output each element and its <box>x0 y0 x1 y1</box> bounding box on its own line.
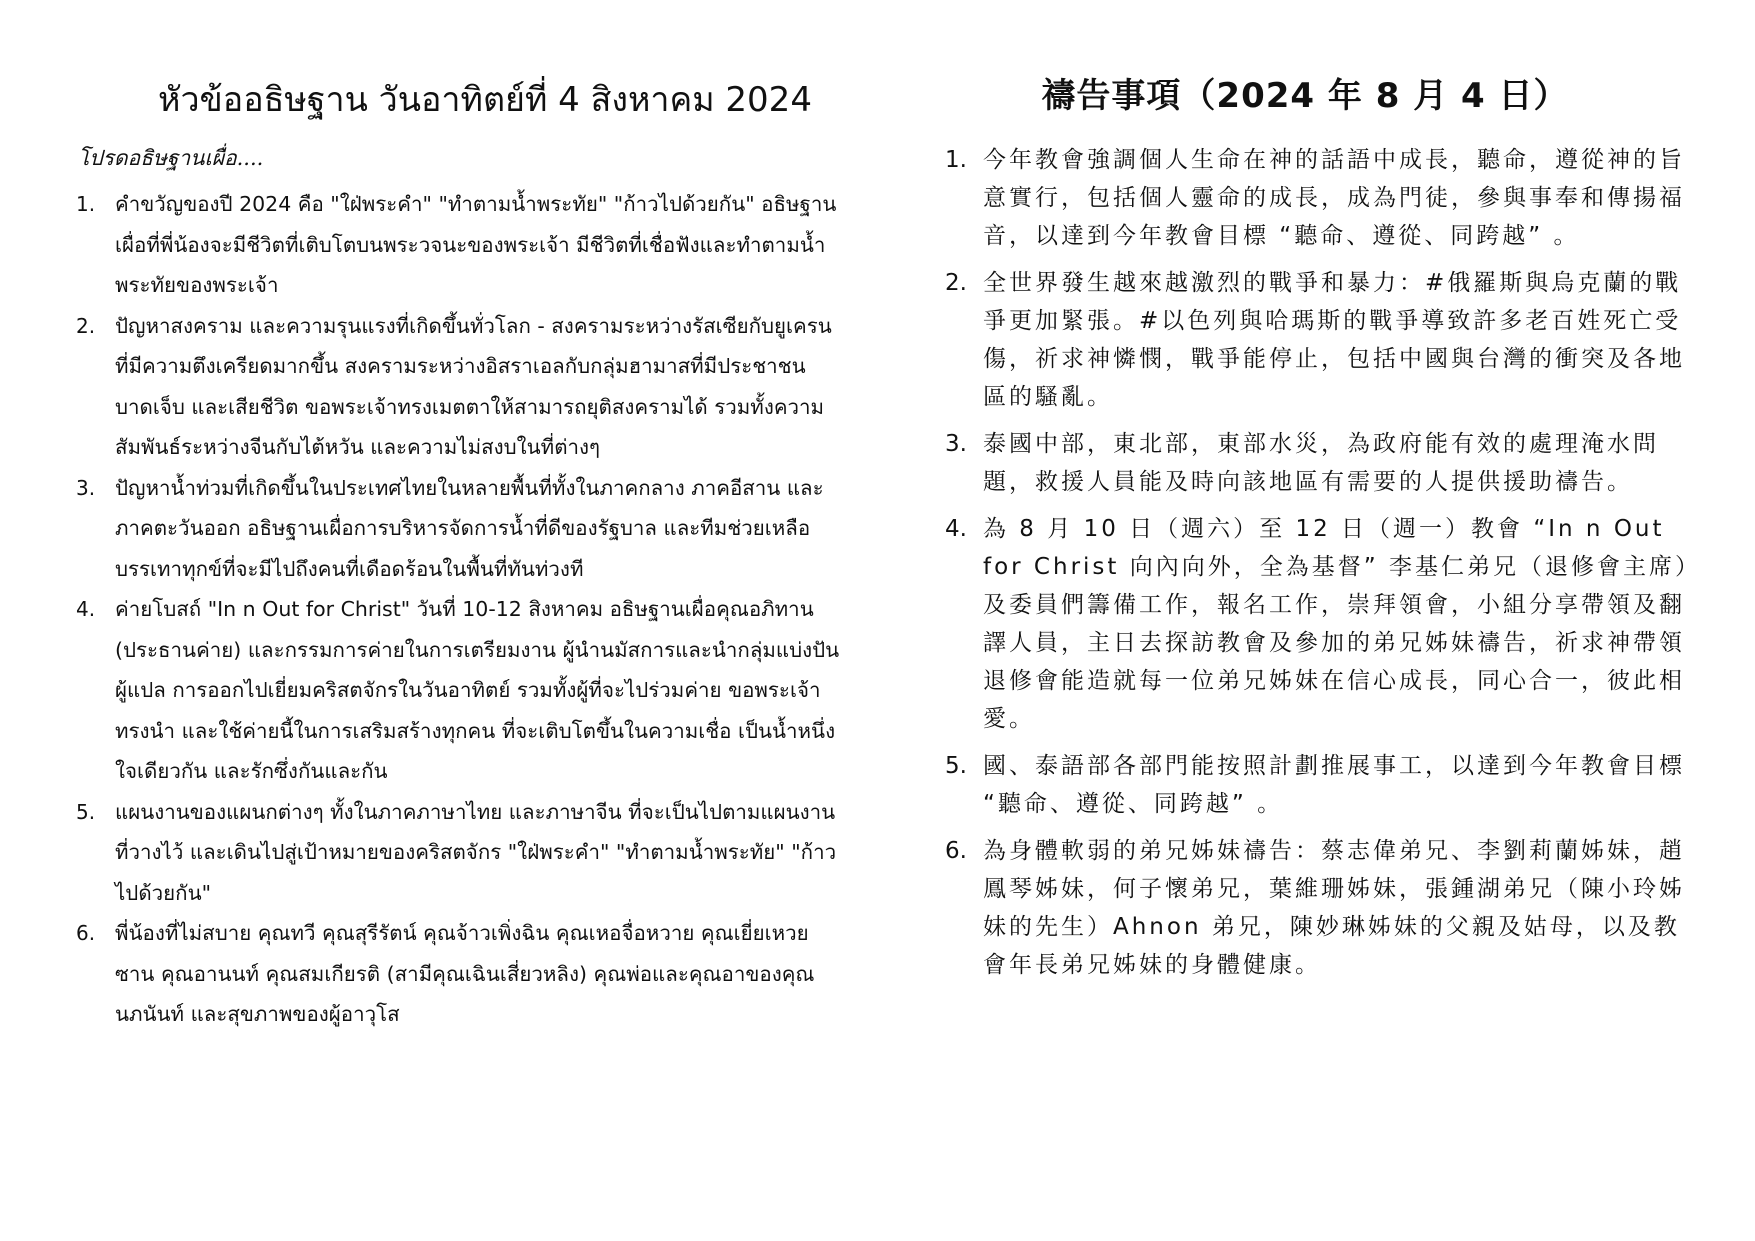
item-text: ปัญหาสงคราม และความรุนแรงที่เกิดขึ้นทั่วโลก - สงครามระหว่างรัสเซียกับยูเครนที่มีความตึงเครียดมากขึ้น สงครามระหว่างอิสราเอลกับกลุ่มฮามาสที่มีประชาชนบาดเจ็บ และเสียชีวิต ขอพระเจ้าทรงเมตตาให้สามารถยุติสงครามได้ รวมทั้งความสัมพันธ์ระหว่างจีนกับไต้หวัน และความไม่สงบในที่ต่างๆ <box>115 313 832 459</box>
item-number: 6. <box>945 838 967 864</box>
item-number: 6. <box>76 921 96 945</box>
list-item <box>945 832 1705 984</box>
list-item <box>945 747 1705 823</box>
list-item <box>70 589 840 792</box>
thai-title: หัวข้ออธิษฐาน วันอาทิตย์ที่ 4 สิงหาคม 2024 <box>158 80 812 120</box>
chinese-prayer-list <box>945 141 1705 993</box>
item-text: 今年教會強調個人生命在神的話語中成長，聽命，遵從神的旨意實行，包括個人靈命的成長，成為門徒，參與事奉和傳揚福音，以達到今年教會目標 “聽命、遵從、同跨越” 。 <box>983 147 1685 249</box>
item-text: 為 8 月 10 日（週六）至 12 日（週一）教會 “In n Out for Christ 向內向外，全為基督” 李基仁弟兄（退修會主席）及委員們籌備工作，報名工作，崇拜領會，小組分享帶領及翻譯人員，主日去探訪教會及參加的弟兄姊妹禱告，祈求神帶領退修會能造就每一位弟兄姊妹在信心成長，同心合一，彼此相愛。 <box>983 516 1701 732</box>
item-text: ปัญหาน้ำท่วมที่เกิดขึ้นในประเทศไทยในหลายพื้นที่ทั้งในภาคกลาง ภาคอีสาน และภาคตะวันออก อธิษฐานเผื่อการบริหารจัดการน้ำที่ดีของรัฐบาล และทีมช่วยเหลือบรรเทาทุกข์ที่จะมีไปถึงคนที่เดือดร้อนในพื้นที่ทันท่วงที <box>115 475 824 581</box>
thai-prayer-list <box>70 184 840 1035</box>
list-item <box>70 468 840 590</box>
thai-subtitle: โปรดอธิษฐานเผื่อ.... <box>78 146 264 170</box>
item-number: 1. <box>76 192 96 216</box>
item-text: 泰國中部，東北部，東部水災，為政府能有效的處理淹水問題，救援人員能及時向該地區有需要的人提供援助禱告。 <box>983 431 1659 495</box>
item-text: แผนงานของแผนกต่างๆ ทั้งในภาคภาษาไทย และภาษาจีน ที่จะเป็นไปตามแผนงานที่วางไว้ และเดินไปสู่เป้าหมายของคริสตจักร "ใฝ่พระคำ" "ทำตามน้ำพระทัย" "ก้าวไปด้วยกัน" <box>115 799 837 905</box>
list-item <box>70 792 840 914</box>
item-number: 3. <box>945 431 967 457</box>
item-number: 3. <box>76 475 96 500</box>
list-item <box>70 913 840 1035</box>
item-number: 5. <box>76 799 96 824</box>
list-item <box>945 141 1705 255</box>
item-text: 全世界發生越來越激烈的戰爭和暴力：#俄羅斯與烏克蘭的戰爭更加緊張。#以色列與哈瑪斯的戰爭導致許多老百姓死亡受傷，祈求神憐憫，戰爭能停止，包括中國與台灣的衝突及各地區的騷亂。 <box>983 270 1685 410</box>
item-number: 4. <box>945 516 967 542</box>
list-item <box>945 510 1705 738</box>
item-text: 為身體軟弱的弟兄姊妹禱告：蔡志偉弟兄、李劉莉蘭姊妹，趙鳳琴姊妹，何子懷弟兄，葉維珊姊妹，張鍾湖弟兄（陳小玲姊妹的先生）Ahnon 弟兄，陳妙琳姊妹的父親及姑母，以及教會年長弟兄姊妹的身體健康。 <box>983 838 1685 978</box>
list-item <box>945 425 1705 501</box>
list-item <box>70 306 840 468</box>
item-number: 5. <box>945 753 967 779</box>
list-item <box>70 184 840 306</box>
list-item <box>945 264 1705 416</box>
item-text: พี่น้องที่ไม่สบาย คุณทวี คุณสุรีรัตน์ คุณจ้าวเพิ่งฉิน คุณเหอจื่อหวาย คุณเยี่ยเหวยซาน คุณอานนท์ คุณสมเกียรติ (สามีคุณเฉินเสี่ยวหลิง) คุณพ่อและคุณอาของคุณนภนันท์ และสุขภาพของผู้อาวุโส <box>115 921 815 1026</box>
item-number: 1. <box>945 147 967 173</box>
item-text: คำขวัญของปี 2024 คือ "ใฝ่พระคำ" "ทำตามน้ำพระทัย" "ก้าวไปด้วยกัน" อธิษฐานเผื่อที่พี่น้องจะมีชีวิตที่เติบโตบนพระวจนะของพระเจ้า มีชีวิตที่เชื่อฟังและทำตามน้ำพระทัยของพระเจ้า <box>115 192 837 297</box>
item-text: 國、泰語部各部門能按照計劃推展事工，以達到今年教會目標 “聽命、遵從、同跨越” 。 <box>983 753 1685 817</box>
item-number: 2. <box>945 270 967 296</box>
item-number: 4. <box>76 597 96 621</box>
item-number: 2. <box>76 313 96 338</box>
chinese-title: 禱告事項（2024 年 8 月 4 日） <box>1041 76 1569 116</box>
item-text: ค่ายโบสถ์ "In n Out for Christ" วันที่ 10-12 สิงหาคม อธิษฐานเผื่อคุณอภิทาน (ประธานค่าย) และกรรมการค่ายในการเตรียมงาน ผู้นำนมัสการและนำกลุ่มแบ่งปัน ผู้แปล การออกไปเยี่ยมคริสตจักรในวันอาทิตย์ รวมทั้งผู้ที่จะไปร่วมค่าย ขอพระเจ้าทรงนำ และใช้ค่ายนี้ในการเสริมสร้างทุกคน ที่จะเติบโตขึ้นในความเชื่อ เป็นน้ำหนึ่งใจเดียวกัน และรักซึ่งกันและกัน <box>115 597 840 783</box>
